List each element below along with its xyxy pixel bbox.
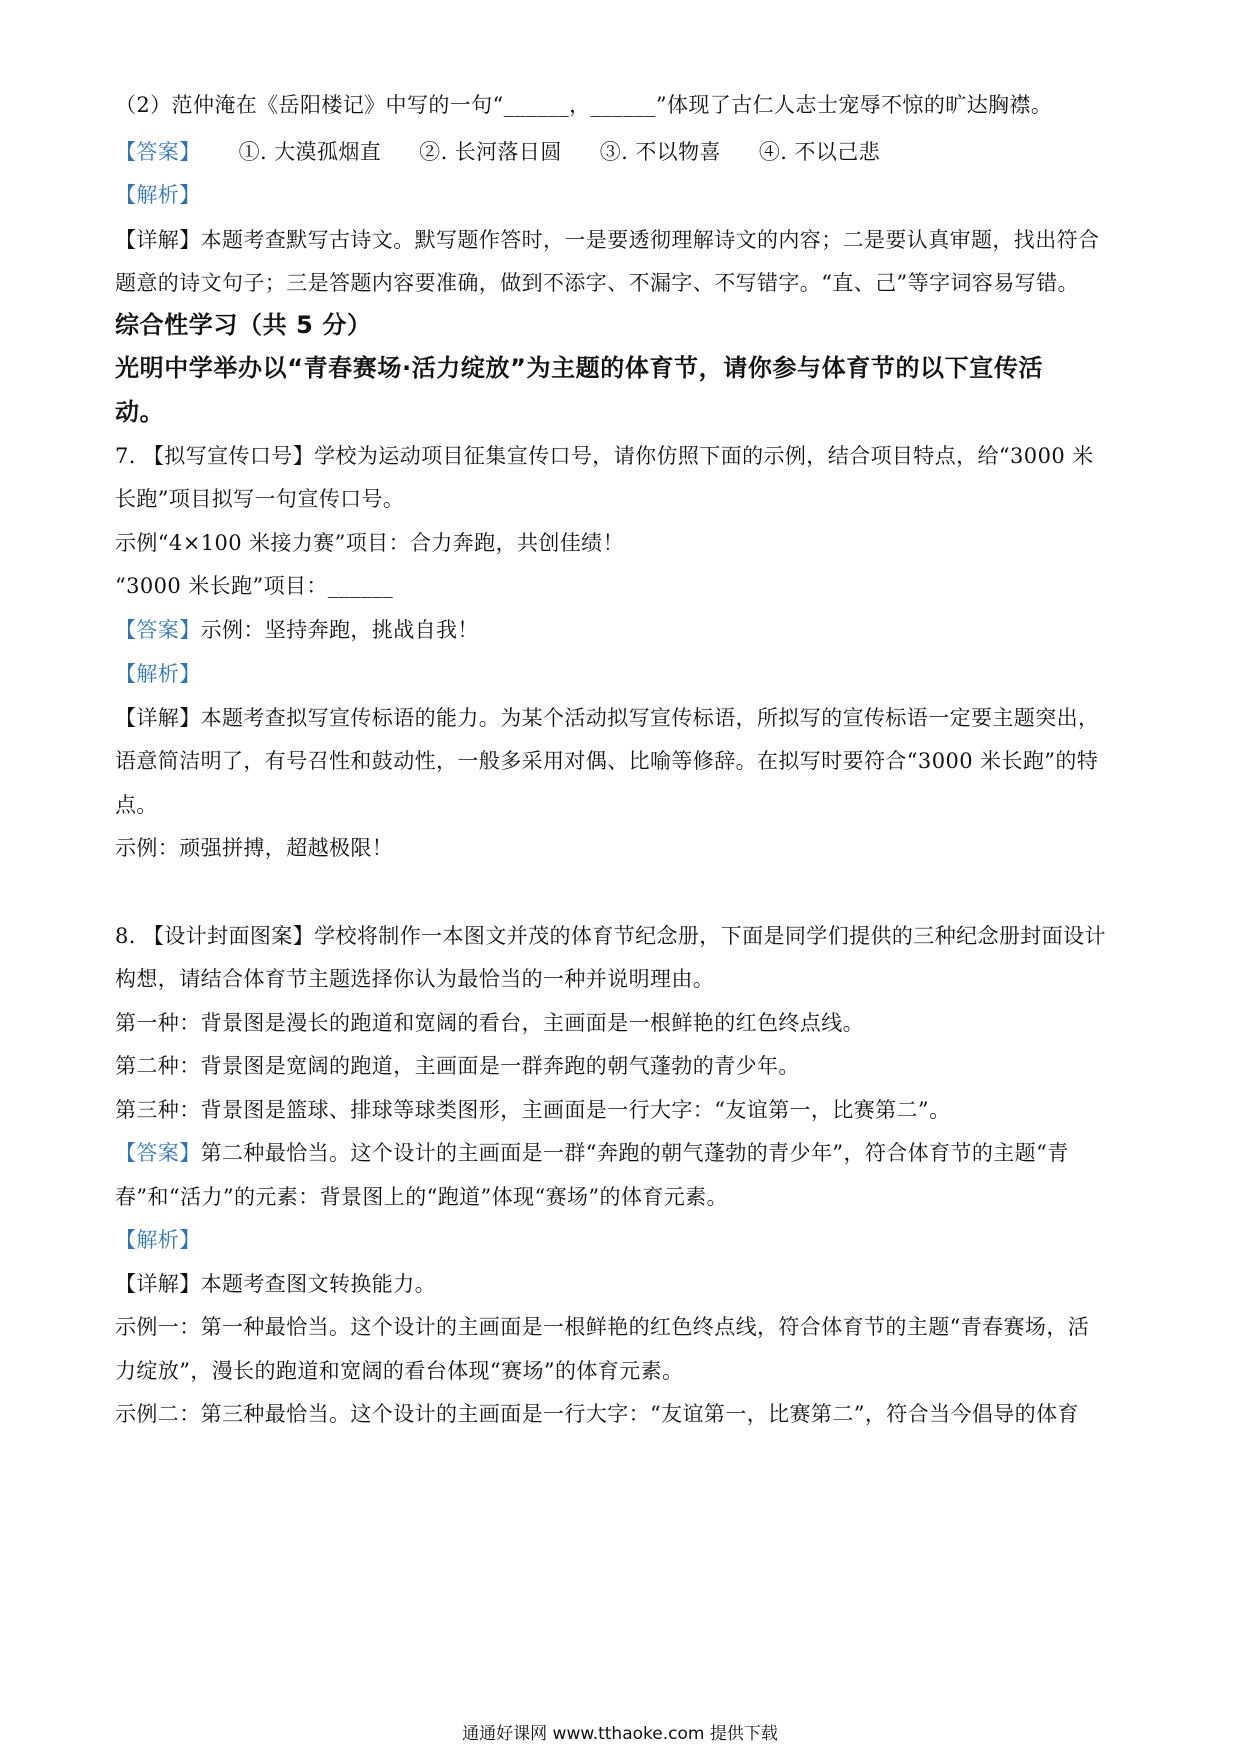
question-8-stem: 构想，请结合体育节主题选择你认为最恰当的一种并说明理由。 [115,967,715,991]
section-intro-line: 动。 [115,398,165,426]
q8-answer-line: 春”和“活力”的元素：背景图上的“跑道”体现“赛场”的体育元素。 [115,1185,728,1209]
answer-item-3: ③. 不以物喜 [599,140,721,164]
analysis-label: 【解析】 [115,662,201,686]
q8-detail-line: 示例一：第一种最恰当。这个设计的主画面是一根鲜艳的红色终点线，符合体育节的主题“青春赛场，活 [115,1315,1090,1339]
question-7-stem: 7. 【拟写宣传口号】学校为运动项目征集宣传口号，请你仿照下面的示例，结合项目特点，给“3000 米 [115,444,1094,468]
question-8-option: 第一种：背景图是漫长的跑道和宽阔的看台，主画面是一根鲜艳的红色终点线。 [115,1011,864,1035]
q7-answer-line: 【答案】示例：坚持奔跑，挑战自我！ [115,618,479,642]
q8-detail-line: 力绽放”，漫长的跑道和宽阔的看台体现“赛场”的体育元素。 [115,1359,684,1383]
q8-detail-line: 【详解】本题考查图文转换能力。 [115,1272,437,1296]
q7-detail-line: 语意简洁明了，有号召性和鼓动性，一般多采用对偶、比喻等修辞。在拟写时要符合“3000 米长跑”的特 [115,749,1099,773]
question-8-stem: 8. 【设计封面图案】学校将制作一本图文并茂的体育节纪念册，下面是同学们提供的三种纪念册封面设计 [115,924,1106,948]
q7-detail-line: 点。 [115,793,158,817]
q6-2-detail-line: 【详解】本题考查默写古诗文。默写题作答时，一是要透彻理解诗文的内容；二是要认真审题，找出符合 [115,228,1100,252]
question-8-option: 第二种：背景图是宽阔的跑道，主画面是一群奔跑的朝气蓬勃的青少年。 [115,1054,800,1078]
detail-label: 【详解】 [115,1272,201,1296]
q6-2-answer-row [115,137,1135,167]
answer-item-4: ④. 不以己悲 [758,140,881,164]
answer-item-2: ②. 长河落日圆 [419,140,562,164]
q8-detail-line: 示例二：第三种最恰当。这个设计的主画面是一行大字：“友谊第一，比赛第二”，符合当今倡导的体育 [115,1402,1079,1426]
answer-item-1: ①. 大漠孤烟直 [238,140,382,164]
question-6-2: （2）范仲淹在《岳阳楼记》中写的一句“______，______”体现了古仁人志士宠辱不惊的旷达胸襟。 [115,93,1053,117]
question-7-blank: “3000 米长跑”项目：______ [115,574,394,598]
analysis-label: 【解析】 [115,1228,201,1252]
analysis-label: 【解析】 [115,183,201,207]
question-7-stem: 长跑”项目拟写一句宣传口号。 [115,487,405,511]
detail-label: 【详解】 [115,706,201,730]
q6-2-detail-line: 题意的诗文句子；三是答题内容要准确，做到不添字、不漏字、不写错字。“直、己”等字词容易写错。 [115,271,1079,295]
answer-label: 【答案】 [115,140,201,164]
q7-detail-line: 【详解】本题考查拟写宣传标语的能力。为某个活动拟写宣传标语，所拟写的宣传标语一定要主题突出， [115,706,1100,730]
q7-detail-line: 示例：顽强拼搏，超越极限！ [115,836,394,860]
question-8-option: 第三种：背景图是篮球、排球等球类图形，主画面是一行大字：“友谊第一，比赛第二”。 [115,1098,951,1122]
answer-label: 【答案】 [115,618,201,642]
section-intro-line: 光明中学举办以“青春赛场·活力绽放”为主题的体育节，请你参与体育节的以下宣传活 [115,354,1044,382]
question-7-example: 示例“4×100 米接力赛”项目：合力奔跑，共创佳绩！ [115,531,624,555]
page-footer: 通通好课网 www.tthaoke.com 提供下载 [462,1724,778,1744]
section-title: 综合性学习（共 5 分） [115,311,372,339]
detail-label: 【详解】 [115,228,201,252]
answer-label: 【答案】 [115,1141,201,1165]
q8-answer-line: 【答案】第二种最恰当。这个设计的主画面是一群“奔跑的朝气蓬勃的青少年”，符合体育节的主题“青 [115,1141,1069,1165]
